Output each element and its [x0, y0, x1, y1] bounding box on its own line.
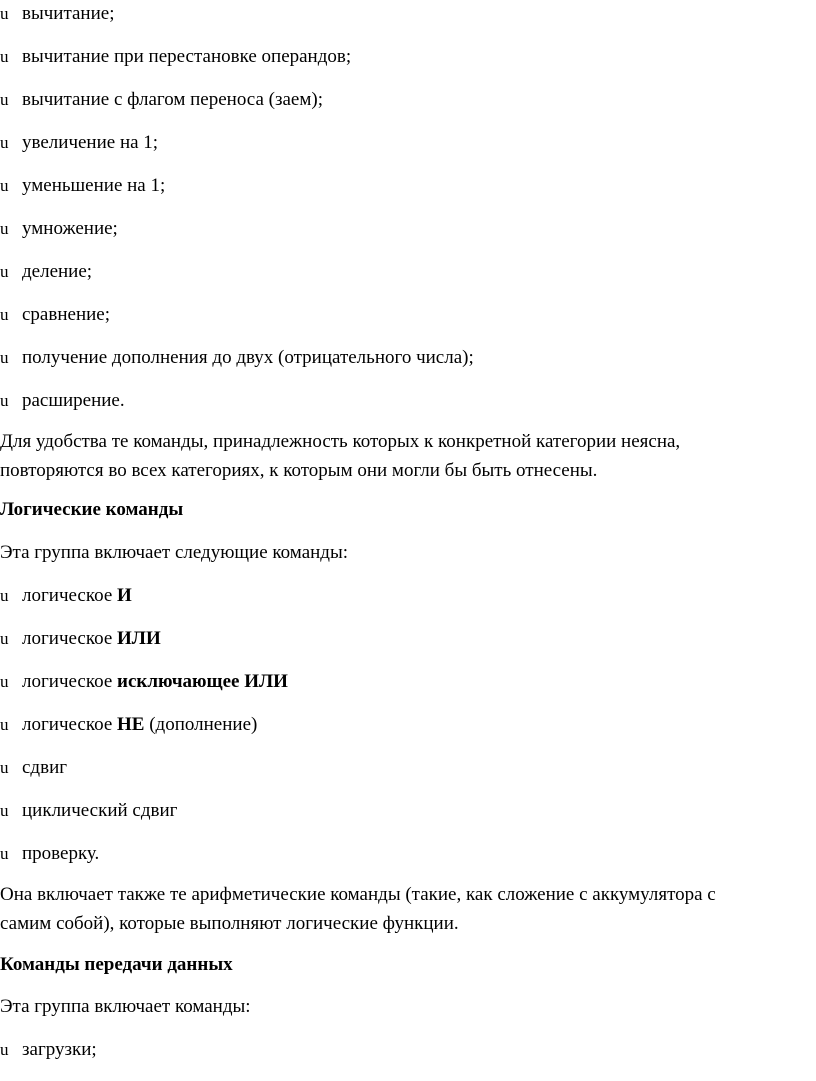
paragraph-line: Для удобства те команды, принадлежность которых к конкретной категории неясна, — [0, 431, 681, 452]
paragraph-line: повторяются во всех категориях, к которым они могли бы быть отнесены. — [0, 460, 598, 481]
bullet-marker: u — [0, 262, 9, 281]
list-item — [0, 670, 288, 694]
list-item — [0, 217, 118, 241]
bullet-marker: u — [0, 715, 9, 734]
list-item-emphasis: исключающее ИЛИ — [117, 671, 288, 692]
list-item-text: получение дополнения до двух (отрицательного числа); — [22, 347, 474, 368]
bullet-marker: u — [0, 758, 9, 777]
list-item-text: циклический сдвиг — [22, 800, 178, 821]
list-item — [0, 799, 177, 823]
list-item-text: вычитание с флагом переноса (заем); — [22, 89, 323, 110]
bullet-marker: u — [0, 133, 9, 152]
list-item-text: вычитание; — [22, 3, 115, 24]
bullet-marker: u — [0, 305, 9, 324]
section-intro: Эта группа включает следующие команды: — [0, 542, 349, 563]
section-heading-transfer: Команды передачи данных — [0, 954, 233, 975]
list-item-emphasis: И — [117, 585, 132, 606]
list-item — [0, 584, 132, 608]
list-item — [0, 1038, 97, 1062]
bullet-marker: u — [0, 4, 9, 23]
list-item-text: расширение. — [22, 390, 125, 411]
list-item-text: загрузки; — [22, 1039, 97, 1060]
list-item — [0, 756, 67, 780]
list-item — [0, 260, 92, 284]
bullet-marker: u — [0, 844, 9, 863]
list-item-text: сравнение; — [22, 304, 110, 325]
list-item — [0, 131, 158, 155]
bullet-marker: u — [0, 391, 9, 410]
list-item-text: сдвиг — [22, 757, 68, 778]
list-item-text: логическое — [22, 671, 118, 692]
list-item-text: логическое — [22, 585, 118, 606]
list-item-text: уменьшение на 1; — [22, 175, 166, 196]
list-item-text: логическое — [22, 714, 118, 735]
list-item — [0, 174, 165, 198]
bullet-marker: u — [0, 801, 9, 820]
list-item — [0, 303, 110, 327]
list-item — [0, 45, 351, 69]
paragraph-line: самим собой), которые выполняют логические функции. — [0, 913, 459, 934]
list-item — [0, 713, 257, 737]
list-item — [0, 842, 99, 866]
list-item-emphasis: НЕ — [117, 714, 145, 735]
list-item-suffix: (дополнение) — [144, 714, 258, 735]
list-item — [0, 2, 114, 26]
bullet-marker: u — [0, 1040, 9, 1059]
list-item — [0, 346, 474, 370]
list-item-text: вычитание при перестановке операндов; — [22, 46, 352, 67]
list-item — [0, 627, 161, 651]
bullet-marker: u — [0, 219, 9, 238]
section-heading-logic: Логические команды — [0, 499, 184, 520]
bullet-marker: u — [0, 90, 9, 109]
list-item-text: увеличение на 1; — [22, 132, 159, 153]
bullet-marker: u — [0, 629, 9, 648]
list-item-emphasis: ИЛИ — [117, 628, 161, 649]
bullet-marker: u — [0, 176, 9, 195]
list-item — [0, 389, 125, 413]
list-item-text: проверку. — [22, 843, 100, 864]
section-intro: Эта группа включает команды: — [0, 996, 251, 1017]
list-item-text: умножение; — [22, 218, 118, 239]
list-item-text: логическое — [22, 628, 118, 649]
bullet-marker: u — [0, 586, 9, 605]
list-item-text: деление; — [22, 261, 93, 282]
list-item — [0, 88, 323, 112]
bullet-marker: u — [0, 672, 9, 691]
paragraph-line: Она включает также те арифметические команды (такие, как сложение с аккумулятора с — [0, 884, 716, 905]
bullet-marker: u — [0, 348, 9, 367]
bullet-marker: u — [0, 47, 9, 66]
